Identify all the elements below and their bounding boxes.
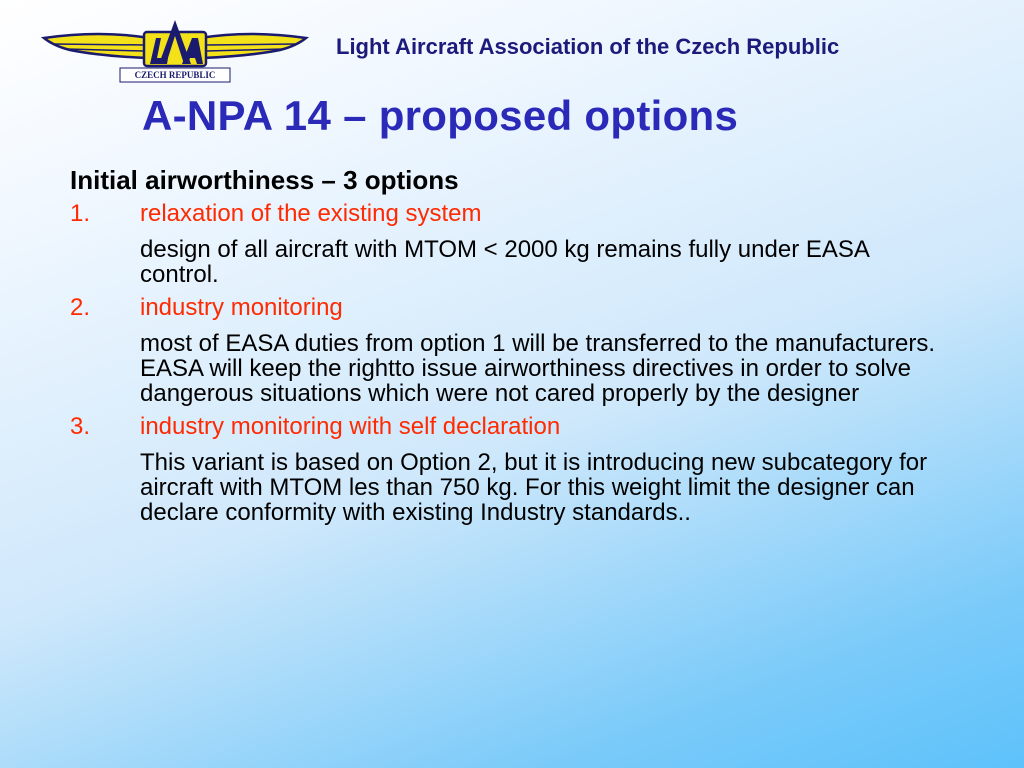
option-1-label: relaxation of the existing system [140, 200, 482, 227]
slide-title: A-NPA 14 – proposed options [142, 92, 739, 139]
option-3-number: 3. [70, 413, 91, 440]
section-heading: Initial airworthiness – 3 options [70, 165, 459, 195]
option-2-number: 2. [70, 294, 91, 321]
option-2-description: most of EASA duties from option 1 will be transferred to the manufacturers. EASA will keep the rightto issue airworthiness directives in order to solve dangerous situations which were not cared properly by the designer [140, 330, 936, 407]
option-1 [70, 199, 970, 229]
option-3-label: industry monitoring with self declaration [140, 413, 561, 440]
option-1-number: 1. [70, 200, 91, 227]
option-2 [70, 293, 970, 323]
slide-content [70, 164, 970, 531]
option-3-description: This variant is based on Option 2, but it is introducing new subcategory for aircraft with MTOM les than 750 kg. For this weight limit the designer can declare conformity with existing Industry standards.. [140, 449, 928, 526]
option-1-description: design of all aircraft with MTOM < 2000 kg remains fully under EASA control. [140, 236, 869, 288]
laa-logo [40, 14, 310, 86]
option-2-label: industry monitoring [140, 294, 343, 321]
organization-name: Light Aircraft Association of the Czech Republic [336, 34, 840, 59]
option-3 [70, 412, 970, 442]
logo-caption: CZECH REPUBLIC [134, 70, 216, 80]
